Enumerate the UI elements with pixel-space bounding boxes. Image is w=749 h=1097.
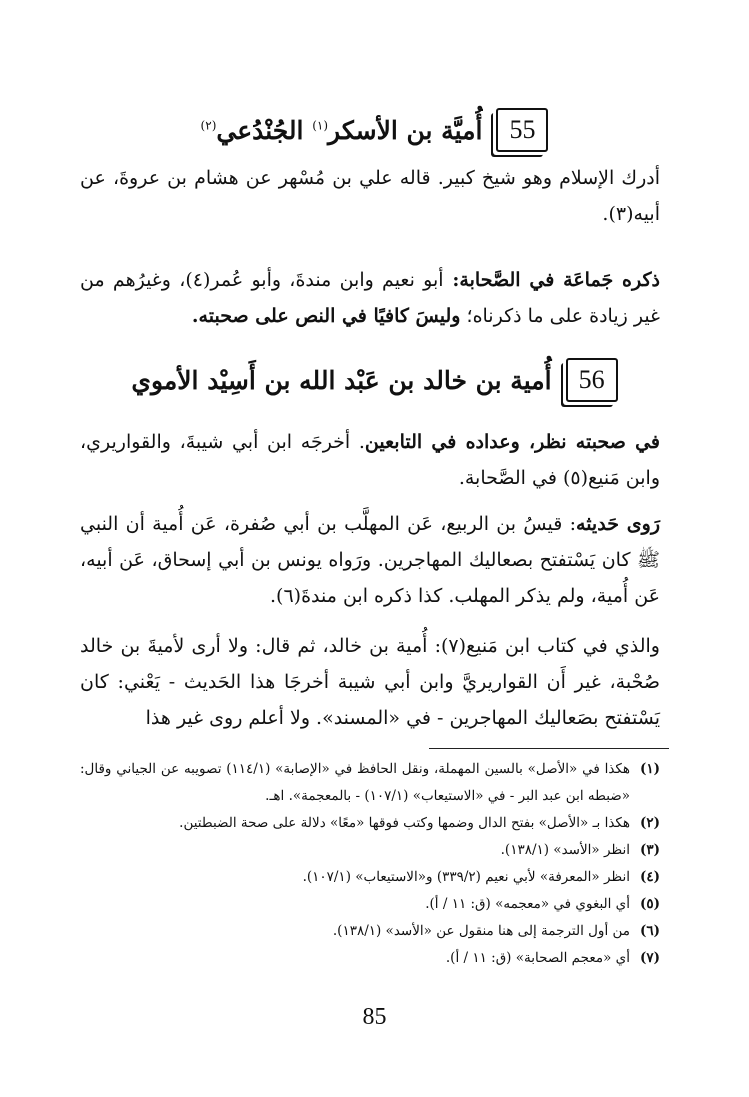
paragraph-4-text: : قيسُ بن الربيع، عَن المهلَّب بن أبي صُفرة، عَن أُمية أن النبي ﷺ كان يَسْتفتح بصعاليك المهاجرين. ورَواه يونس بن أبي إسحاق، عَن أبيه، عَن أُمية، ولم يذكر المهلب. كذا ذكره ابن مندةَ(٦). — [80, 513, 660, 607]
footnote-number: (٥) — [639, 896, 660, 912]
entry-title-name: أُميَّة بن الأسكر — [328, 115, 483, 145]
footnote-ref-2[interactable]: (٢) — [200, 118, 217, 133]
footnotes — [80, 756, 660, 972]
paragraph-3-text: . أخرجَه ابن أبي شيبةَ، والقواريري، وابن مَنيع(٥) في الصَّحابة. — [80, 431, 660, 489]
footnote-number: (٧) — [639, 950, 660, 966]
footnote-divider — [429, 748, 669, 749]
page-number: 85 — [362, 1004, 387, 1030]
paragraph-2-heading: ذكره جَماعَة في الصَّحابة: — [443, 269, 660, 291]
footnote-text: من أول الترجمة إلى هنا منقول عن «الأسد» (١٣٨/١). — [332, 923, 630, 939]
footnote-text: انظر «الأسد» (١٣٨/١). — [500, 842, 630, 858]
entry-title-nisba: الجُنْدُعي — [216, 115, 313, 145]
footnote-text: أي «معجم الصحابة» (ق: ١١ / أ). — [445, 950, 630, 966]
paragraph-5: والذي في كتاب ابن مَنيع(٧): أُمية بن خالد، ثم قال: ولا أرى لأميةَ بن خالد صُحْبة، غير أَن القواريريَّ وابن أبي شيبة أخرجَا هذا الحَديث - يَعْني: كان يَسْتفتح بصَعاليك المهاجرين - في «المسند». ولا أعلم روى غير هذا — [80, 635, 660, 729]
paragraph-2-text: أبو نعيم وابن مندةَ، وأبو عُمر(٤)، وغيرُهم من غير زيادة على ما ذكرناه؛ — [80, 269, 660, 327]
footnote — [80, 810, 660, 837]
entry-title — [201, 116, 483, 145]
footnote-number: (٤) — [639, 869, 660, 885]
paragraph-2-conclusion: وليسَ كافيًا في النص على صحبته. — [191, 305, 461, 327]
paragraph-4-heading: رَوى حَديثه — [576, 513, 661, 535]
paragraph-4 — [80, 506, 660, 614]
footnote — [80, 756, 660, 810]
entry-heading-55 — [0, 108, 749, 152]
paragraph-1: أدرك الإسلام وهو شيخ كبير. قاله علي بن مُسْهر عن هشام بن عروةَ، عن أبيه(٣). — [80, 167, 660, 225]
footnote-text: هكذا في «الأصل» بالسين المهملة، ونقل الحافظ في «الإصابة» (١١٤/١) تصويبه عن الجياني وقال: «ضبطه ابن عبد البر - في «الاستيعاب» (١٠٧/١) - بالمعجمة». اهـ. — [80, 761, 630, 804]
footnote-ref-1[interactable]: (١) — [312, 118, 329, 133]
entry-number-box: 56 — [566, 358, 618, 402]
paragraph-3-heading: في صحبته نظر، وعداده في التابعين — [364, 431, 660, 453]
entry-heading-56 — [0, 358, 749, 402]
footnote-number: (٦) — [639, 923, 660, 939]
entry-number-box: 55 — [496, 108, 548, 152]
paragraph-3 — [80, 424, 660, 496]
footnote — [80, 945, 660, 972]
footnote-number: (٣) — [639, 842, 660, 858]
footnote-text: أي البغوي في «معجمه» (ق: ١١ / أ). — [425, 896, 630, 912]
entry-title: أُمية بن خالد بن عَبْد الله بن أَسِيْد الأموي — [131, 365, 552, 395]
footnote — [80, 837, 660, 864]
paragraph-2 — [80, 262, 660, 334]
footnote-number: (١) — [639, 761, 660, 777]
footnote — [80, 918, 660, 945]
footnote-number: (٢) — [639, 815, 660, 831]
footnote — [80, 864, 660, 891]
footnote-text: هكذا بـ «الأصل» بفتح الدال وضمها وكتب فوقها «معًا» دلالة على صحة الضبطتين. — [179, 815, 630, 831]
footnote — [80, 891, 660, 918]
footnote-text: انظر «المعرفة» لأبي نعيم (٣٣٩/٢) و«الاستيعاب» (١٠٧/١). — [302, 869, 630, 885]
